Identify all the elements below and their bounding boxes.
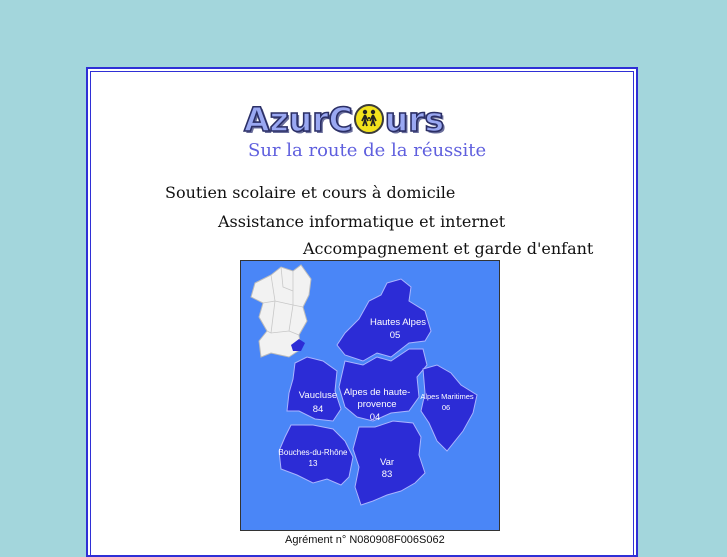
service-it-assistance: Assistance informatique et internet [218,212,506,231]
children-icon [354,104,384,134]
label-vaucluse: Vaucluse [298,390,338,401]
service-tutoring: Soutien scolaire et cours à domicile [165,183,456,202]
logo-text-part1: AzurC [244,100,353,139]
region-alpes-haute-provence[interactable] [339,349,427,421]
label-alpes-haute-provence-2: provence [357,399,397,410]
france-inset-map [251,265,311,357]
code-hautes-alpes: 05 [389,330,401,341]
label-bouches-du-rhone: Bouches-du-Rhône [278,448,348,457]
label-var: Var [379,457,395,468]
service-childcare: Accompagnement et garde d'enfant [303,239,594,258]
label-hautes-alpes: Hautes Alpes [370,317,426,328]
code-alpes-haute-provence: 04 [369,412,381,423]
region-map [240,260,500,531]
tagline: Sur la route de la réussite [248,140,487,161]
logo-text-part2: urs [384,100,445,139]
code-bouches-du-rhone: 13 [308,459,318,468]
label-alpes-maritimes: Alpes Maritimes [420,392,474,401]
label-alpes-haute-provence-1: Alpes de haute- [343,387,411,398]
azurcours-logo [244,100,492,140]
agrement-number: Agrément n° N080908F006S062 [285,534,445,546]
code-var: 83 [381,469,393,480]
region-map-svg [241,261,499,530]
code-vaucluse: 84 [312,404,324,415]
code-alpes-maritimes: 06 [441,403,451,412]
